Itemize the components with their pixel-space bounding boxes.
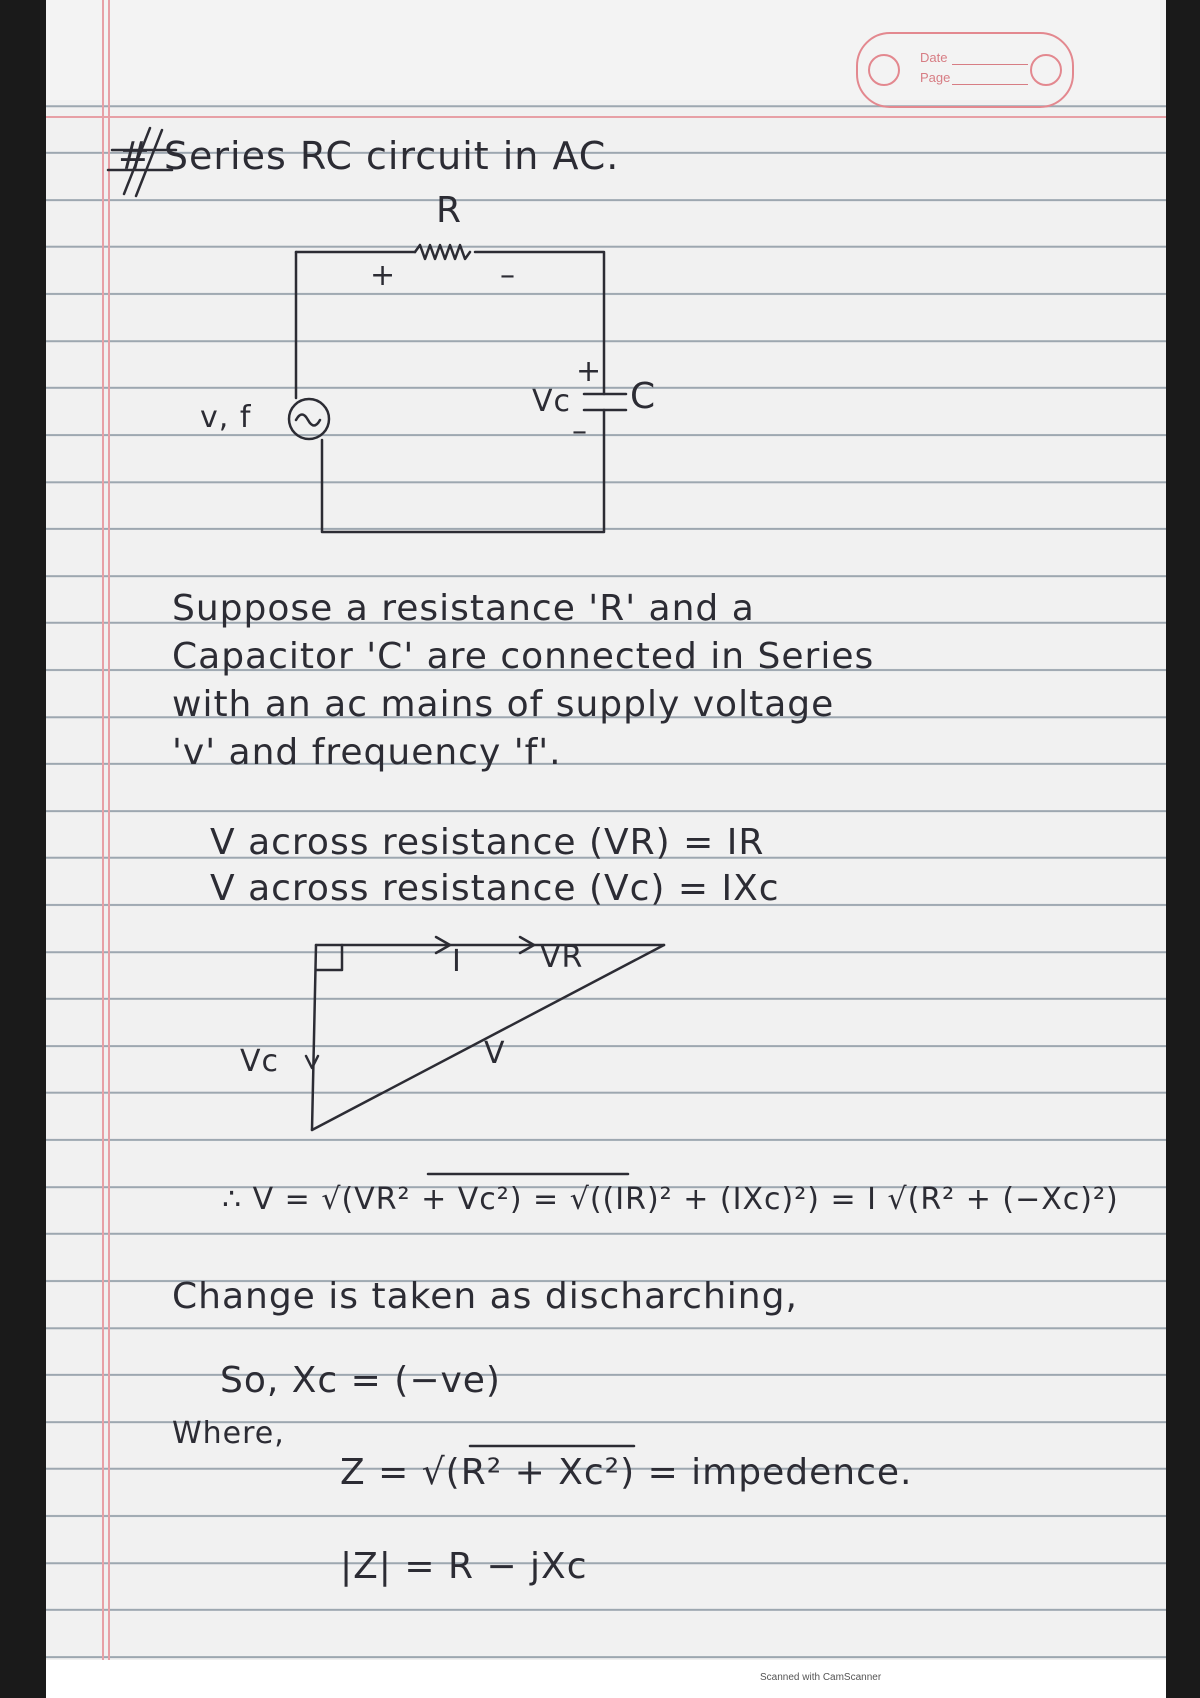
paragraph-line: Capacitor 'C' are connected in Series — [172, 636, 875, 677]
page-line — [952, 84, 1028, 85]
capacitor-minus: – — [572, 414, 588, 449]
margin-line — [102, 0, 104, 1660]
capacitor-voltage-label: Vc — [532, 384, 572, 419]
equation-vc: V across resistance (Vc) = IXc — [210, 868, 780, 909]
resistor-label: R — [436, 190, 463, 231]
note-line: Where, — [172, 1416, 285, 1451]
phasor-current-label: I — [452, 944, 462, 979]
capacitor-plus: + — [576, 354, 603, 389]
paragraph-line: Suppose a resistance 'R' and a — [172, 588, 755, 629]
stamp-circle-icon — [1030, 54, 1062, 86]
date-page-stamp — [856, 32, 1074, 108]
header-rule — [46, 116, 1166, 118]
paragraph-line: with an ac mains of supply voltage — [172, 684, 835, 725]
stamp-circle-icon — [868, 54, 900, 86]
note-line: Change is taken as discharching, — [172, 1276, 798, 1317]
note-line: So, Xc = (−ve) — [220, 1360, 501, 1401]
page-label: Page — [920, 70, 951, 85]
date-label: Date — [920, 50, 948, 65]
formula-voltage: ∴ V = √(VR² + Vc²) = √((IR)² + (IXc)²) = I √(R² + (−Xc)²) — [222, 1182, 1119, 1217]
resistor-minus: – — [500, 258, 516, 293]
equation-vr: V across resistance (VR) = IR — [210, 822, 765, 863]
date-line — [952, 64, 1028, 65]
capacitor-label: C — [630, 376, 657, 417]
scanner-watermark: Scanned with CamScanner — [760, 1672, 882, 1683]
margin-line — [108, 0, 110, 1660]
resistor-plus: + — [370, 258, 397, 293]
phasor-vr-label: VR — [540, 940, 584, 975]
phasor-vc-label: Vc — [240, 1044, 280, 1079]
scan-border-left — [0, 0, 46, 1698]
paragraph-line: 'v' and frequency 'f'. — [172, 732, 562, 773]
page-title: # Series RC circuit in AC. — [118, 134, 620, 178]
impedance-modulus: |Z| = R − jXc — [340, 1546, 588, 1587]
scan-border-right — [1166, 0, 1200, 1698]
source-label: v, f — [200, 400, 252, 435]
impedance-formula: Z = √(R² + Xc²) = impedence. — [340, 1452, 913, 1493]
phasor-v-label: V — [484, 1036, 506, 1071]
